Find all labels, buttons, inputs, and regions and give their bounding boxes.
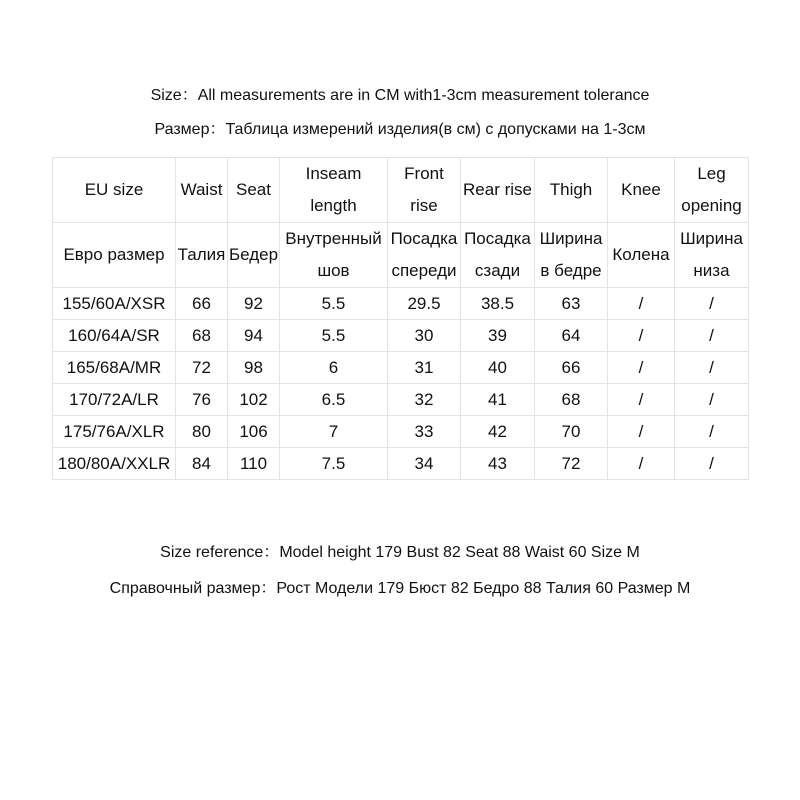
table-row <box>53 384 749 416</box>
cell-thigh: 72 <box>535 448 608 480</box>
cell-front-rise: 32 <box>388 384 461 416</box>
cell-inseam: 6 <box>280 352 388 384</box>
cell-rear-rise: 38.5 <box>461 288 535 320</box>
table-row <box>53 448 749 480</box>
cell-seat: 98 <box>228 352 280 384</box>
header-text: Knee <box>621 180 661 199</box>
header-text: Посадка <box>390 229 458 248</box>
cell-front-rise: 30 <box>388 320 461 352</box>
cell-front-rise: 31 <box>388 352 461 384</box>
cell-rear-rise: 40 <box>461 352 535 384</box>
header-text: Inseam <box>305 164 362 183</box>
cell-inseam: 6.5 <box>280 384 388 416</box>
cell-eu-size: 180/80A/XXLR <box>53 448 176 480</box>
cell-waist: 76 <box>176 384 228 416</box>
header-text: Rear rise <box>463 180 532 199</box>
header-text: Колена <box>612 245 670 264</box>
table-row <box>53 352 749 384</box>
header-text: rise <box>410 196 438 215</box>
table-row <box>53 288 749 320</box>
cell-inseam: 7 <box>280 416 388 448</box>
header-cell-front-rise <box>388 223 461 288</box>
cell-waist: 72 <box>176 352 228 384</box>
table-row <box>53 320 749 352</box>
cell-eu-size: 155/60A/XSR <box>53 288 176 320</box>
header-cell-inseam <box>280 158 388 223</box>
cell-thigh: 64 <box>535 320 608 352</box>
header-cell-eu-size <box>53 158 176 223</box>
header-text: length <box>310 196 357 215</box>
cell-eu-size: 170/72A/LR <box>53 384 176 416</box>
header-cell-seat <box>228 223 280 288</box>
cell-thigh: 63 <box>535 288 608 320</box>
header-cell-thigh <box>535 158 608 223</box>
header-cell-knee <box>608 158 675 223</box>
size-note-ru: Размер：Таблица измерений изделия(в см) с допусками на 1-3см <box>154 121 646 138</box>
cell-inseam: 5.5 <box>280 320 388 352</box>
cell-front-rise: 33 <box>388 416 461 448</box>
cell-leg-opening: / <box>675 352 749 384</box>
cell-knee: / <box>608 416 675 448</box>
header-cell-eu-size <box>53 223 176 288</box>
cell-front-rise: 29.5 <box>388 288 461 320</box>
header-cell-seat <box>228 158 280 223</box>
cell-leg-opening: / <box>675 288 749 320</box>
cell-front-rise: 34 <box>388 448 461 480</box>
header-text: opening <box>681 196 742 215</box>
header-cell-thigh <box>535 223 608 288</box>
cell-waist: 68 <box>176 320 228 352</box>
cell-waist: 66 <box>176 288 228 320</box>
cell-rear-rise: 43 <box>461 448 535 480</box>
cell-leg-opening: / <box>675 448 749 480</box>
cell-rear-rise: 42 <box>461 416 535 448</box>
size-reference-ru: Справочный размер：Рост Модели 179 Бюст 82 Бедро 88 Талия 60 Размер M <box>109 580 691 597</box>
cell-seat: 94 <box>228 320 280 352</box>
cell-leg-opening: / <box>675 320 749 352</box>
cell-seat: 92 <box>228 288 280 320</box>
cell-thigh: 70 <box>535 416 608 448</box>
header-row-en <box>53 158 749 223</box>
header-text: в бедре <box>540 261 602 280</box>
cell-knee: / <box>608 448 675 480</box>
cell-seat: 102 <box>228 384 280 416</box>
table-row <box>53 416 749 448</box>
header-text: Front <box>404 164 444 183</box>
header-cell-rear-rise <box>461 158 535 223</box>
header-text: шов <box>317 261 350 280</box>
header-cell-waist <box>176 158 228 223</box>
cell-leg-opening: / <box>675 416 749 448</box>
header-row-ru <box>53 223 749 288</box>
cell-knee: / <box>608 352 675 384</box>
cell-eu-size: 160/64A/SR <box>53 320 176 352</box>
cell-rear-rise: 39 <box>461 320 535 352</box>
cell-knee: / <box>608 384 675 416</box>
header-cell-waist <box>176 223 228 288</box>
size-chart-table <box>52 157 749 480</box>
header-text: сзади <box>474 261 521 280</box>
header-text: Евро размер <box>63 245 165 264</box>
cell-thigh: 68 <box>535 384 608 416</box>
header-text: спереди <box>391 261 457 280</box>
cell-inseam: 7.5 <box>280 448 388 480</box>
cell-eu-size: 175/76A/XLR <box>53 416 176 448</box>
cell-leg-opening: / <box>675 384 749 416</box>
header-text: Талия <box>177 245 226 264</box>
header-text: Ширина <box>680 229 743 248</box>
cell-waist: 80 <box>176 416 228 448</box>
header-cell-front-rise <box>388 158 461 223</box>
cell-inseam: 5.5 <box>280 288 388 320</box>
header-text: Seat <box>236 180 271 199</box>
header-text: Waist <box>180 180 223 199</box>
cell-seat: 110 <box>228 448 280 480</box>
cell-waist: 84 <box>176 448 228 480</box>
cell-thigh: 66 <box>535 352 608 384</box>
cell-eu-size: 165/68A/MR <box>53 352 176 384</box>
header-text: Бедер <box>228 245 279 264</box>
cell-knee: / <box>608 288 675 320</box>
header-cell-leg-opening <box>675 223 749 288</box>
header-text: Ширина <box>539 229 603 248</box>
size-reference-en: Size reference：Model height 179 Bust 82 Seat 88 Waist 60 Size M <box>160 544 640 561</box>
header-text: Leg <box>697 164 726 183</box>
header-text: низа <box>693 261 730 280</box>
header-text: Посадка <box>464 229 531 248</box>
header-cell-knee <box>608 223 675 288</box>
header-cell-leg-opening <box>675 158 749 223</box>
header-text: Thigh <box>549 180 593 199</box>
cell-seat: 106 <box>228 416 280 448</box>
cell-rear-rise: 41 <box>461 384 535 416</box>
cell-knee: / <box>608 320 675 352</box>
header-text: EU size <box>84 180 144 199</box>
size-note-en: Size：All measurements are in CM with1-3cm measurement tolerance <box>150 87 650 104</box>
header-cell-inseam <box>280 223 388 288</box>
header-cell-rear-rise <box>461 223 535 288</box>
header-text: Внутренный <box>285 229 382 248</box>
